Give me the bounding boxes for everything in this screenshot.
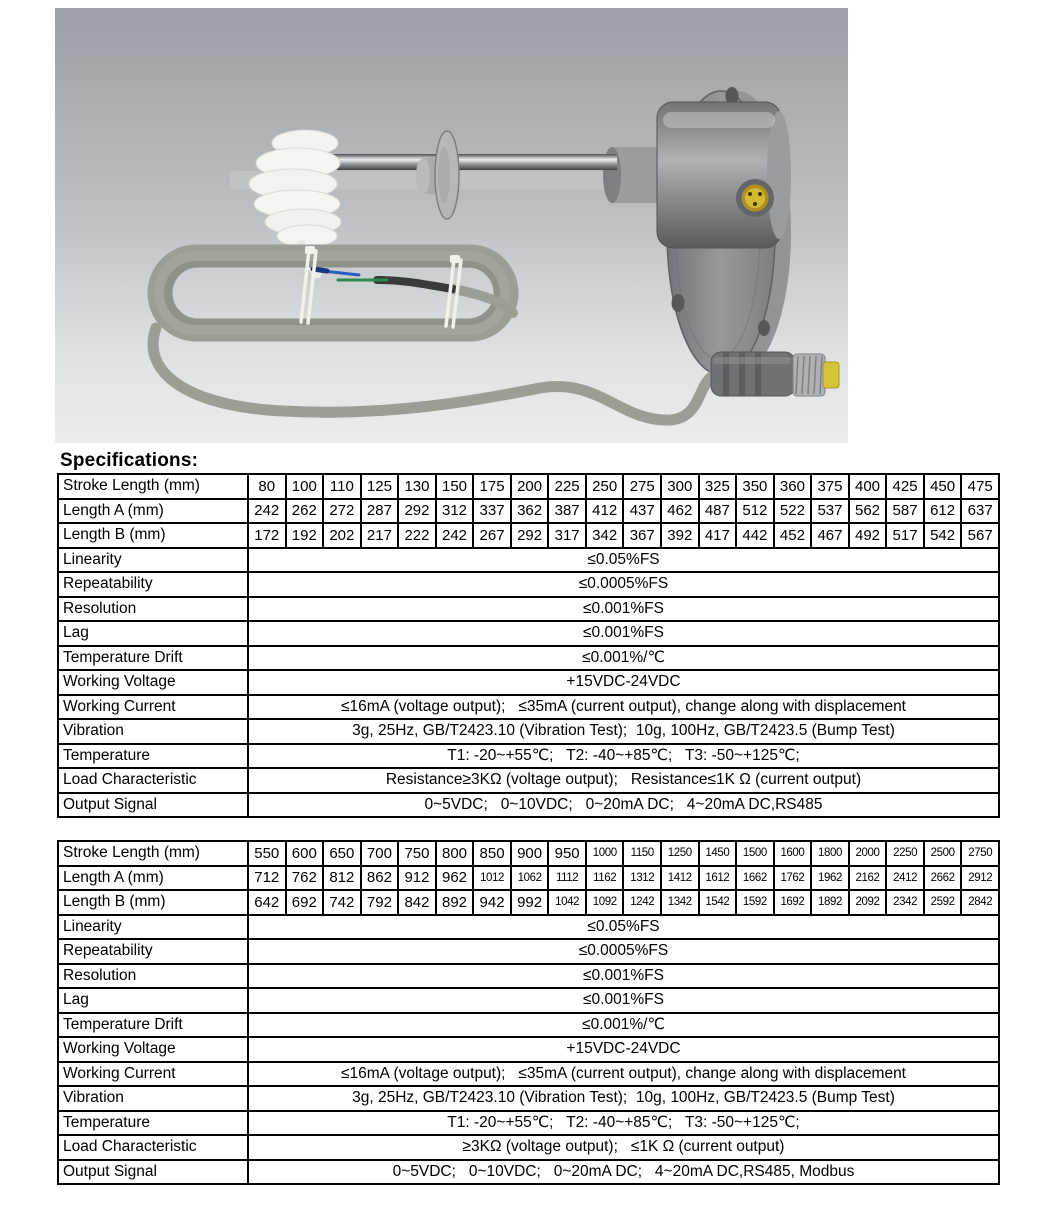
- value-cell: 150: [436, 474, 474, 499]
- value-cell: 287: [361, 499, 399, 524]
- value-cell: 1612: [699, 866, 737, 891]
- value-cell: 750: [398, 841, 436, 866]
- value-cell: 1242: [623, 890, 661, 915]
- spec-label-cell: Stroke Length (mm): [58, 474, 248, 499]
- table-row: [58, 939, 999, 964]
- value-cell: 1892: [811, 890, 849, 915]
- table-row: [58, 572, 999, 597]
- table-row: [58, 890, 999, 915]
- table-row: [58, 768, 999, 793]
- value-cell: 642: [248, 890, 286, 915]
- value-cell: 172: [248, 523, 286, 548]
- spec-value-cell: 3g, 25Hz, GB/T2423.10 (Vibration Test); 10g, 100Hz, GB/T2423.5 (Bump Test): [248, 1086, 999, 1111]
- value-cell: 1500: [736, 841, 774, 866]
- table-row: [58, 1086, 999, 1111]
- table-row: [58, 793, 999, 818]
- value-cell: 792: [361, 890, 399, 915]
- value-cell: 387: [548, 499, 586, 524]
- value-cell: 2500: [924, 841, 962, 866]
- value-cell: 467: [811, 523, 849, 548]
- value-cell: 272: [323, 499, 361, 524]
- value-cell: 537: [811, 499, 849, 524]
- spec-table-2: [57, 840, 1000, 1185]
- table-row: [58, 474, 999, 499]
- value-cell: 522: [774, 499, 812, 524]
- spec-label-cell: Lag: [58, 621, 248, 646]
- value-cell: 2662: [924, 866, 962, 891]
- table-row: [58, 1013, 999, 1038]
- value-cell: 130: [398, 474, 436, 499]
- value-cell: 360: [774, 474, 812, 499]
- value-cell: 1092: [586, 890, 624, 915]
- value-cell: 275: [623, 474, 661, 499]
- value-cell: 200: [511, 474, 549, 499]
- spec-value-cell: ≤0.05%FS: [248, 548, 999, 573]
- value-cell: 1412: [661, 866, 699, 891]
- value-cell: 175: [473, 474, 511, 499]
- spec-label-cell: Stroke Length (mm): [58, 841, 248, 866]
- spec-value-cell: +15VDC-24VDC: [248, 670, 999, 695]
- table-row: [58, 866, 999, 891]
- value-cell: 1800: [811, 841, 849, 866]
- value-cell: 1162: [586, 866, 624, 891]
- value-cell: 1112: [548, 866, 586, 891]
- spec-label-cell: Working Current: [58, 1062, 248, 1087]
- sensor-housing: [657, 102, 791, 248]
- spec-label-cell: Resolution: [58, 597, 248, 622]
- spec-label-cell: Repeatability: [58, 572, 248, 597]
- spec-value-cell: 3g, 25Hz, GB/T2423.10 (Vibration Test); 10g, 100Hz, GB/T2423.5 (Bump Test): [248, 719, 999, 744]
- value-cell: 912: [398, 866, 436, 891]
- value-cell: 992: [511, 890, 549, 915]
- value-cell: 367: [623, 523, 661, 548]
- spec-label-cell: Load Characteristic: [58, 768, 248, 793]
- value-cell: 222: [398, 523, 436, 548]
- sensor-photo-illustration: [55, 8, 848, 443]
- spec-value-cell: 0~5VDC; 0~10VDC; 0~20mA DC; 4~20mA DC,RS485, Modbus: [248, 1160, 999, 1185]
- spec-value-cell: T1: -20~+55℃; T2: -40~+85℃; T3: -50~+125℃;: [248, 744, 999, 769]
- value-cell: 317: [548, 523, 586, 548]
- value-cell: 842: [398, 890, 436, 915]
- spec-label-cell: Resolution: [58, 964, 248, 989]
- table-row: [58, 841, 999, 866]
- table-row: [58, 915, 999, 940]
- value-cell: 450: [924, 474, 962, 499]
- connector-yellow-tip: [823, 362, 839, 388]
- value-cell: 2000: [849, 841, 887, 866]
- value-cell: 512: [736, 499, 774, 524]
- value-cell: 1662: [736, 866, 774, 891]
- value-cell: 942: [473, 890, 511, 915]
- value-cell: 962: [436, 866, 474, 891]
- value-cell: 1542: [699, 890, 737, 915]
- value-cell: 250: [586, 474, 624, 499]
- value-cell: 2912: [961, 866, 999, 891]
- value-cell: 425: [886, 474, 924, 499]
- value-cell: 950: [548, 841, 586, 866]
- value-cell: 350: [736, 474, 774, 499]
- value-cell: 600: [286, 841, 324, 866]
- table-row: [58, 523, 999, 548]
- value-cell: 892: [436, 890, 474, 915]
- value-cell: 1000: [586, 841, 624, 866]
- value-cell: 452: [774, 523, 812, 548]
- spec-label-cell: Vibration: [58, 1086, 248, 1111]
- value-cell: 2750: [961, 841, 999, 866]
- value-cell: 312: [436, 499, 474, 524]
- specifications-heading: Specifications:: [60, 450, 199, 471]
- value-cell: 1312: [623, 866, 661, 891]
- value-cell: 550: [248, 841, 286, 866]
- spec-value-cell: ≤0.001%FS: [248, 964, 999, 989]
- value-cell: 1342: [661, 890, 699, 915]
- spec-label-cell: Length B (mm): [58, 523, 248, 548]
- table-row: [58, 548, 999, 573]
- table-row: [58, 621, 999, 646]
- spec-label-cell: Temperature: [58, 744, 248, 769]
- value-cell: 1962: [811, 866, 849, 891]
- spec-label-cell: Length B (mm): [58, 890, 248, 915]
- table-row: [58, 499, 999, 524]
- value-cell: 100: [286, 474, 324, 499]
- value-cell: 125: [361, 474, 399, 499]
- spec-value-cell: ≤16mA (voltage output); ≤35mA (current output), change along with displacement: [248, 695, 999, 720]
- value-cell: 700: [361, 841, 399, 866]
- spec-label-cell: Temperature Drift: [58, 646, 248, 671]
- value-cell: 375: [811, 474, 849, 499]
- value-cell: 692: [286, 890, 324, 915]
- value-cell: 1150: [623, 841, 661, 866]
- value-cell: 342: [586, 523, 624, 548]
- spec-label-cell: Linearity: [58, 915, 248, 940]
- value-cell: 567: [961, 523, 999, 548]
- value-cell: 1450: [699, 841, 737, 866]
- value-cell: 192: [286, 523, 324, 548]
- table-row: [58, 1111, 999, 1136]
- value-cell: 292: [511, 523, 549, 548]
- value-cell: 2842: [961, 890, 999, 915]
- spec-label-cell: Vibration: [58, 719, 248, 744]
- spec-label-cell: Length A (mm): [58, 866, 248, 891]
- value-cell: 242: [248, 499, 286, 524]
- spec-label-cell: Output Signal: [58, 1160, 248, 1185]
- table-row: [58, 646, 999, 671]
- value-cell: 562: [849, 499, 887, 524]
- value-cell: 225: [548, 474, 586, 499]
- value-cell: 587: [886, 499, 924, 524]
- table-row: [58, 1160, 999, 1185]
- spec-label-cell: Working Voltage: [58, 1037, 248, 1062]
- value-cell: 2092: [849, 890, 887, 915]
- value-cell: 325: [699, 474, 737, 499]
- spec-value-cell: ≥3KΩ (voltage output); ≤1K Ω (current output): [248, 1135, 999, 1160]
- table-row: [58, 719, 999, 744]
- table-row: [58, 695, 999, 720]
- table-row: [58, 670, 999, 695]
- value-cell: 2412: [886, 866, 924, 891]
- table-row: [58, 597, 999, 622]
- value-cell: 80: [248, 474, 286, 499]
- value-cell: 1762: [774, 866, 812, 891]
- value-cell: 400: [849, 474, 887, 499]
- value-cell: 542: [924, 523, 962, 548]
- value-cell: 1250: [661, 841, 699, 866]
- value-cell: 462: [661, 499, 699, 524]
- value-cell: 800: [436, 841, 474, 866]
- value-cell: 1592: [736, 890, 774, 915]
- sensor-shaft: [317, 154, 617, 170]
- spec-value-cell: ≤0.001%/℃: [248, 646, 999, 671]
- table-row: [58, 1062, 999, 1087]
- value-cell: 262: [286, 499, 324, 524]
- value-cell: 2162: [849, 866, 887, 891]
- spec-value-cell: ≤0.001%FS: [248, 621, 999, 646]
- spec-value-cell: +15VDC-24VDC: [248, 1037, 999, 1062]
- spec-value-cell: ≤0.001%FS: [248, 988, 999, 1013]
- spec-value-cell: ≤0.001%FS: [248, 597, 999, 622]
- spec-table-1: [57, 473, 1000, 818]
- spec-label-cell: Working Current: [58, 695, 248, 720]
- value-cell: 2592: [924, 890, 962, 915]
- table-row: [58, 1037, 999, 1062]
- spec-value-cell: ≤0.05%FS: [248, 915, 999, 940]
- table-row: [58, 964, 999, 989]
- spec-label-cell: Length A (mm): [58, 499, 248, 524]
- spec-label-cell: Working Voltage: [58, 670, 248, 695]
- cable-end-connector: [711, 352, 839, 396]
- spec-value-cell: ≤0.0005%FS: [248, 572, 999, 597]
- value-cell: 362: [511, 499, 549, 524]
- value-cell: 475: [961, 474, 999, 499]
- value-cell: 337: [473, 499, 511, 524]
- value-cell: 217: [361, 523, 399, 548]
- product-photo: [55, 8, 848, 443]
- value-cell: 110: [323, 474, 361, 499]
- spec-value-cell: 0~5VDC; 0~10VDC; 0~20mA DC; 4~20mA DC,RS485: [248, 793, 999, 818]
- spec-label-cell: Load Characteristic: [58, 1135, 248, 1160]
- spec-value-cell: ≤16mA (voltage output); ≤35mA (current output), change along with displacement: [248, 1062, 999, 1087]
- spec-value-cell: ≤0.0005%FS: [248, 939, 999, 964]
- spec-value-cell: ≤0.001%/℃: [248, 1013, 999, 1038]
- value-cell: 442: [736, 523, 774, 548]
- value-cell: 412: [586, 499, 624, 524]
- value-cell: 900: [511, 841, 549, 866]
- value-cell: 487: [699, 499, 737, 524]
- value-cell: 1012: [473, 866, 511, 891]
- value-cell: 712: [248, 866, 286, 891]
- table-row: [58, 1135, 999, 1160]
- spec-label-cell: Temperature Drift: [58, 1013, 248, 1038]
- value-cell: 437: [623, 499, 661, 524]
- spec-label-cell: Linearity: [58, 548, 248, 573]
- spec-label-cell: Temperature: [58, 1111, 248, 1136]
- value-cell: 637: [961, 499, 999, 524]
- value-cell: 742: [323, 890, 361, 915]
- value-cell: 267: [473, 523, 511, 548]
- value-cell: 242: [436, 523, 474, 548]
- value-cell: 1042: [548, 890, 586, 915]
- table-row: [58, 744, 999, 769]
- spec-label-cell: Lag: [58, 988, 248, 1013]
- spec-value-cell: T1: -20~+55℃; T2: -40~+85℃; T3: -50~+125℃;: [248, 1111, 999, 1136]
- value-cell: 2342: [886, 890, 924, 915]
- table-row: [58, 988, 999, 1013]
- spec-label-cell: Repeatability: [58, 939, 248, 964]
- value-cell: 862: [361, 866, 399, 891]
- value-cell: 492: [849, 523, 887, 548]
- value-cell: 762: [286, 866, 324, 891]
- value-cell: 612: [924, 499, 962, 524]
- value-cell: 300: [661, 474, 699, 499]
- value-cell: 1062: [511, 866, 549, 891]
- spec-value-cell: Resistance≥3KΩ (voltage output); Resistance≤1K Ω (current output): [248, 768, 999, 793]
- value-cell: 417: [699, 523, 737, 548]
- value-cell: 202: [323, 523, 361, 548]
- value-cell: 292: [398, 499, 436, 524]
- value-cell: 517: [886, 523, 924, 548]
- value-cell: 1692: [774, 890, 812, 915]
- value-cell: 1600: [774, 841, 812, 866]
- value-cell: 2250: [886, 841, 924, 866]
- value-cell: 392: [661, 523, 699, 548]
- spec-label-cell: Output Signal: [58, 793, 248, 818]
- value-cell: 850: [473, 841, 511, 866]
- value-cell: 650: [323, 841, 361, 866]
- value-cell: 812: [323, 866, 361, 891]
